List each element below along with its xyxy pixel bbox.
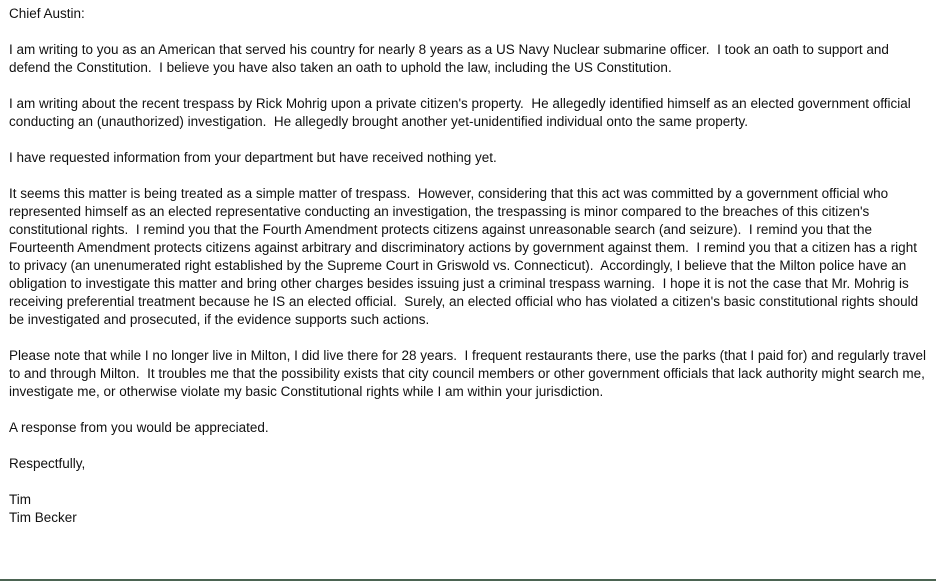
signature-first-line: Tim bbox=[9, 492, 31, 507]
closing-line: A response from you would be appreciated. bbox=[9, 420, 269, 435]
body-paragraph-4: It seems this matter is being treated as a simple matter of trespass. However, considering that this act was committed by a government official who represented himself as an elected representative conducting an investigation, the trespassing is minor compared to the breaches of this citizen's constitutional rights. I remind you that the Fourth Amendment protects citizens against unreasonable search (and seizure). I remind you that the Fourteenth Amendment protects citizens against arbitrary and discriminatory actions by government against them. I remind you that a citizen has a right to privacy (an unenumerated right established by the Supreme Court in Griswold vs. Connecticut). Accordingly, I believe that the Milton police have an obligation to investigate this matter and bring other charges besides issuing just a criminal trespass warning. I hope it is not the case that Mr. Mohrig is receiving preferential treatment because he IS an elected official. Surely, an elected official who has violated a citizen's basic constitutional rights should be investigated and prosecuted, if the evidence supports such actions. bbox=[9, 186, 922, 327]
bottom-divider bbox=[0, 579, 936, 581]
body-paragraph-1: I am writing to you as an American that served his country for nearly 8 years as a US Navy Nuclear submarine officer. I took an oath to support and defend the Constitution. I believe you have also taken an oath to uphold the law, including the US Constitution. bbox=[9, 42, 893, 75]
salutation: Chief Austin: bbox=[9, 6, 85, 21]
body-paragraph-3: I have requested information from your department but have received nothing yet. bbox=[9, 150, 497, 165]
body-paragraph-5: Please note that while I no longer live in Milton, I did live there for 28 years. I frequent restaurants there, use the parks (that I paid for) and regularly travel to and through Milton. It troubles me that the possibility exists that city council members or other government officials that lack authority might search me, investigate me, or otherwise violate my basic Constitutional rights while I am within your jurisdiction. bbox=[9, 348, 930, 399]
signoff: Respectfully, bbox=[9, 456, 86, 471]
signature-block bbox=[9, 491, 926, 527]
signature-full-name: Tim Becker bbox=[9, 510, 77, 525]
body-paragraph-2: I am writing about the recent trespass by Rick Mohrig upon a private citizen's property. He allegedly identified himself as an elected government official conducting an (unauthorized) investigation. He allegedly brought another yet-unidentified individual onto the same property. bbox=[9, 96, 915, 129]
